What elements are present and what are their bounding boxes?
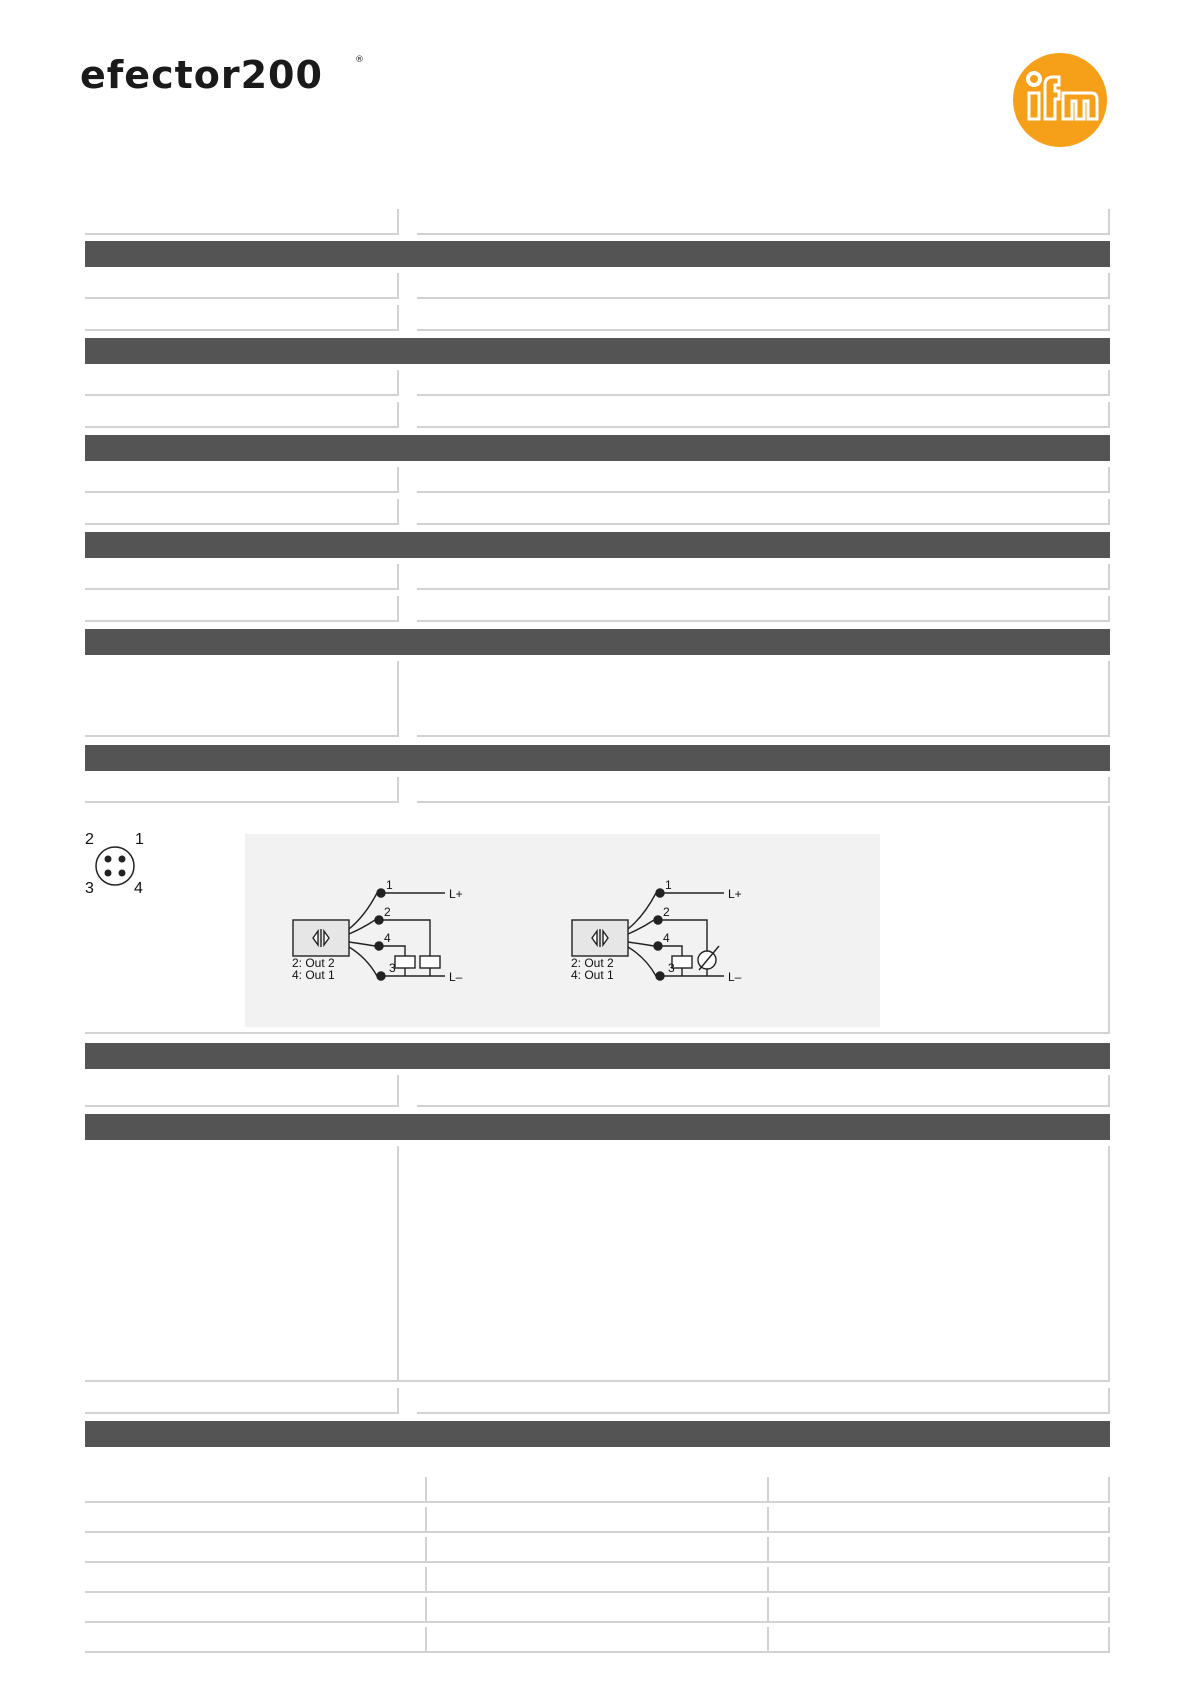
- table-cell: [769, 1567, 1110, 1593]
- table-row: [85, 370, 1110, 396]
- table-cell-value: [399, 1146, 1110, 1382]
- table-cell-label: [85, 1388, 399, 1414]
- output-label: 2: Out 2: [292, 956, 335, 970]
- terminal: [654, 916, 662, 924]
- section-header: [85, 745, 1110, 771]
- pin-label: 4: [134, 880, 143, 897]
- wire-number: 1: [386, 878, 393, 892]
- wiring-diagram: [85, 806, 1110, 1034]
- connector-pin: [105, 856, 112, 863]
- table-cell-value: [417, 273, 1110, 299]
- table-row: [85, 1567, 1110, 1593]
- section-header: [85, 1114, 1110, 1140]
- table-cell: [85, 1627, 427, 1653]
- table-row: [85, 209, 1110, 235]
- table-cell: [85, 1507, 427, 1533]
- table-cell: [769, 1477, 1110, 1503]
- wire-number: 2: [384, 905, 391, 919]
- section-header: [85, 532, 1110, 558]
- table-cell: [427, 1507, 769, 1533]
- table-cell-value: [417, 1075, 1110, 1107]
- table-cell-label: [85, 777, 399, 803]
- terminal: [377, 972, 385, 980]
- table-row: [85, 499, 1110, 525]
- terminal: [656, 889, 664, 897]
- table-row: [85, 661, 1110, 737]
- table-cell-value: [417, 661, 1110, 737]
- supply-plus-label: L+: [728, 887, 742, 901]
- connector-face: [96, 847, 134, 885]
- section-header: [85, 629, 1110, 655]
- table-row: [85, 273, 1110, 299]
- table-cell: [427, 1597, 769, 1623]
- table-row: [85, 1075, 1110, 1107]
- pin-label: 1: [135, 831, 144, 848]
- supply-minus-label: L–: [449, 970, 463, 984]
- table-cell-value: [417, 402, 1110, 428]
- table-cell-value: [417, 370, 1110, 396]
- output-label: 4: Out 1: [292, 968, 335, 982]
- table-cell: [85, 1477, 427, 1503]
- terminal: [375, 916, 383, 924]
- table-cell: [85, 1597, 427, 1623]
- wire-number: 3: [668, 961, 675, 975]
- table-row: [85, 1477, 1110, 1503]
- table-cell-label: [85, 402, 399, 428]
- brand-name: efector200: [80, 53, 323, 97]
- table-cell-label: [85, 499, 399, 525]
- output-label: 4: Out 1: [571, 968, 614, 982]
- section-header: [85, 338, 1110, 364]
- table-cell-label: [85, 1146, 399, 1382]
- wire-number: 1: [665, 878, 672, 892]
- ifm-logo: [1012, 52, 1108, 148]
- table-cell: [427, 1477, 769, 1503]
- supply-plus-label: L+: [449, 887, 463, 901]
- table-cell-label: [85, 564, 399, 590]
- table-row: [85, 305, 1110, 331]
- pin-label: 2: [85, 831, 94, 848]
- table-cell-value: [417, 564, 1110, 590]
- table-row: [85, 596, 1110, 622]
- table-cell: [427, 1537, 769, 1563]
- wiring-diagram-cell: [85, 806, 1110, 1034]
- table-cell-label: [85, 661, 399, 737]
- table-cell: [427, 1627, 769, 1653]
- table-row: [85, 777, 1110, 803]
- table-row: [85, 1627, 1110, 1653]
- registered-mark: ®: [355, 55, 364, 65]
- table-cell-value: [417, 467, 1110, 493]
- table-cell-value: [417, 499, 1110, 525]
- connector-pinout: [85, 831, 144, 897]
- table-row: [85, 1146, 1110, 1382]
- section-header: [85, 435, 1110, 461]
- section-header: [85, 241, 1110, 267]
- table-cell: [769, 1597, 1110, 1623]
- wire-number: 4: [384, 931, 391, 945]
- table-row: [85, 1537, 1110, 1563]
- table-cell: [85, 1567, 427, 1593]
- terminal: [375, 942, 383, 950]
- table-cell: [769, 1507, 1110, 1533]
- supply-minus-label: L–: [728, 970, 742, 984]
- table-cell-label: [85, 370, 399, 396]
- table-cell: [769, 1627, 1110, 1653]
- table-cell-label: [85, 467, 399, 493]
- table-row: [85, 564, 1110, 590]
- table-cell-label: [85, 209, 399, 235]
- table-cell: [427, 1567, 769, 1593]
- brand-wordmark: [80, 53, 364, 97]
- table-cell-label: [85, 1075, 399, 1107]
- terminal: [377, 889, 385, 897]
- connector-pin: [105, 870, 112, 877]
- load-relay: [420, 956, 440, 968]
- table-cell-label: [85, 305, 399, 331]
- table-cell-label: [85, 273, 399, 299]
- table-cell-value: [417, 777, 1110, 803]
- table-row: [85, 1388, 1110, 1414]
- load-relay: [672, 956, 692, 968]
- table-row: [85, 1507, 1110, 1533]
- table-row: [85, 402, 1110, 428]
- table-row: [85, 1597, 1110, 1623]
- output-label: 2: Out 2: [571, 956, 614, 970]
- table-cell-value: [417, 1388, 1110, 1414]
- table-cell-label: [85, 596, 399, 622]
- table-cell-value: [417, 305, 1110, 331]
- section-header: [85, 1421, 1110, 1447]
- load-relay: [395, 956, 415, 968]
- connector-pin: [119, 870, 126, 877]
- table-cell-value: [417, 209, 1110, 235]
- wire-number: 3: [389, 961, 396, 975]
- wire-number: 4: [663, 931, 670, 945]
- table-cell: [769, 1537, 1110, 1563]
- wire-number: 2: [663, 905, 670, 919]
- table-cell-value: [417, 596, 1110, 622]
- pin-label: 3: [85, 880, 94, 897]
- connector-pin: [119, 856, 126, 863]
- terminal: [654, 942, 662, 950]
- terminal: [656, 972, 664, 980]
- section-header: [85, 1043, 1110, 1069]
- table-cell: [85, 1537, 427, 1563]
- table-row: [85, 467, 1110, 493]
